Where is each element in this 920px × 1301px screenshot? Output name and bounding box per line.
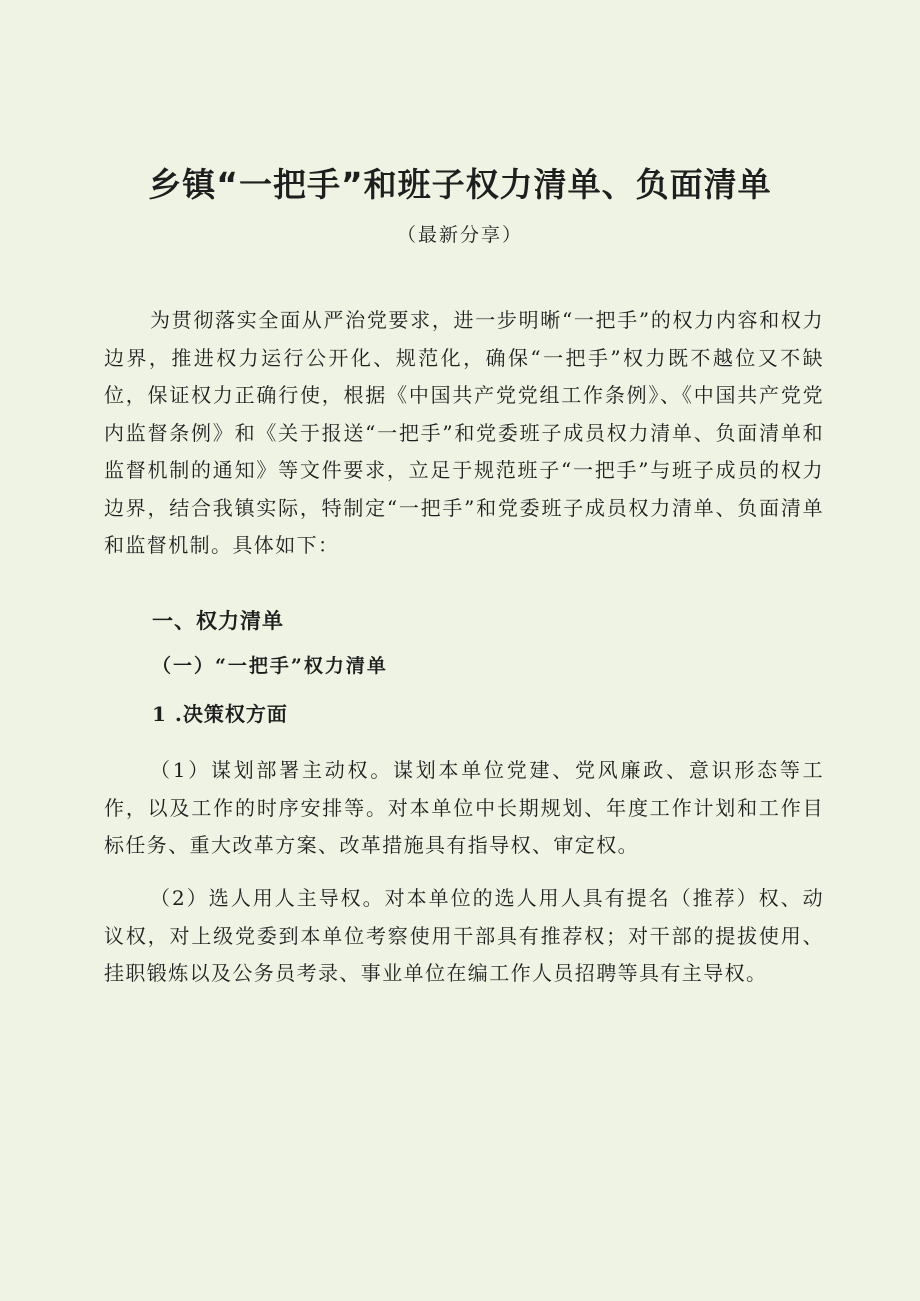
item-heading-decision-power: 1 .决策权方面 xyxy=(152,702,288,726)
intro-paragraph: 为贯彻落实全面从严治党要求，进一步明晰“一把手”的权力内容和权力边界，推进权力运行公开化、规范化，确保“一把手”权力既不越位又不缺位，保证权力正确行使，根据《中国共产党党组工作条例》、《中国共产党党内监督条例》和《关于报送“一把手”和党委班子成员权力清单、负面清单和监督机制的通知》等文件要求，立足于规范班子“一把手”与班子成员的权力边界，结合我镇实际，特制定“一把手”和党委班子成员权力清单、负面清单和监督机制。具体如下： xyxy=(104,308,824,557)
paragraph-personnel-power: （2）选人用人主导权。对本单位的选人用人具有提名（推荐）权、动议权，对上级党委到本单位考察使用干部具有推荐权；对干部的提拔使用、挂职锻炼以及公务员考录、事业单位在编工作人员招聘等具有主导权。 xyxy=(104,886,824,985)
subsection-heading-leader-power-list: （一）“一把手”权力清单 xyxy=(152,655,388,677)
document-title: 乡镇“一把手”和班子权力清单、负面清单 xyxy=(148,165,772,204)
paragraph-planning-power: （1）谋划部署主动权。谋划本单位党建、党风廉政、意识形态等工作，以及工作的时序安排等。对本单位中长期规划、年度工作计划和工作目标任务、重大改革方案、改革措施具有指导权、审定权。 xyxy=(104,758,824,857)
document-subtitle: （最新分享） xyxy=(396,224,523,246)
section-heading-power-list: 一、权力清单 xyxy=(152,609,284,633)
